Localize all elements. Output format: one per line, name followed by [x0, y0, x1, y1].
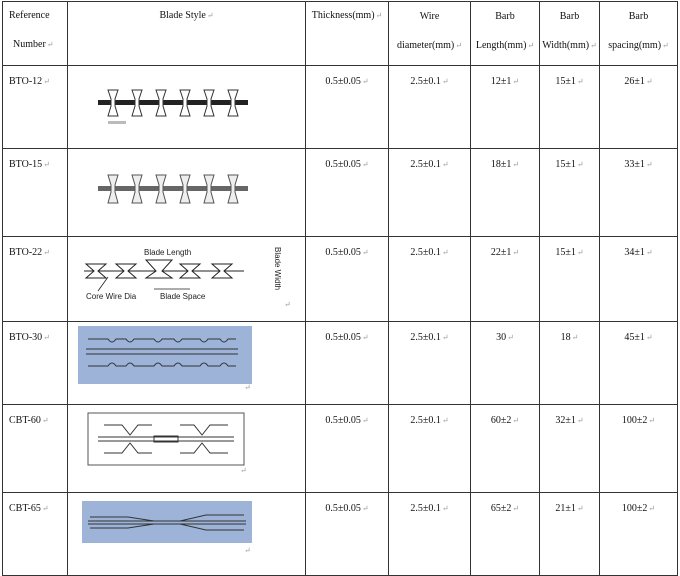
spacing-cell — [600, 405, 678, 493]
spacing-value: 33±1 — [624, 159, 645, 170]
width-cell — [540, 405, 600, 493]
header-barb-spacing-line2: spacing(mm) — [608, 40, 662, 51]
blade-image-cbt60 — [68, 405, 306, 482]
blade-style-cell — [68, 66, 306, 149]
spacing-value: 100±2 — [621, 503, 648, 514]
paragraph-mark: ↵ — [645, 248, 653, 257]
blade-style-cell — [68, 237, 306, 322]
length-cell — [471, 149, 540, 237]
wire-cell — [389, 149, 471, 237]
width-value: 32±1 — [555, 415, 576, 426]
header-barb-width-line2: Width(mm) — [542, 40, 590, 51]
width-cell — [540, 493, 600, 576]
svg-text:↵: ↵ — [244, 546, 251, 555]
length-cell — [471, 237, 540, 322]
reference-cell — [3, 322, 68, 405]
paragraph-mark: ↵ — [43, 77, 50, 86]
header-thickness — [306, 2, 389, 66]
spec-table — [2, 1, 678, 576]
reference-number: BTO-30 — [9, 332, 43, 343]
paragraph-mark: ↵ — [648, 504, 656, 513]
paragraph-mark: ↵ — [645, 333, 653, 342]
svg-text:↵: ↵ — [244, 383, 251, 392]
paragraph-mark: ↵ — [41, 416, 49, 425]
reference-cell — [3, 405, 68, 493]
paragraph-mark: ↵ — [43, 333, 50, 342]
paragraph-mark: ↵ — [375, 11, 383, 20]
length-value: 18±1 — [490, 159, 512, 170]
paragraph-mark: ↵ — [455, 41, 462, 50]
reference-cell — [3, 493, 68, 576]
paragraph-mark: ↵ — [441, 160, 449, 169]
paragraph-mark: ↵ — [441, 333, 449, 342]
thickness-value: 0.5±0.05 — [325, 247, 361, 258]
wire-cell — [389, 493, 471, 576]
blade-width-label: Blade Width — [273, 247, 282, 291]
paragraph-mark: ↵ — [441, 248, 449, 257]
width-value: 18 — [560, 332, 571, 343]
blade-diagram-bto22 — [68, 237, 306, 311]
length-value: 30 — [496, 332, 507, 343]
table-row — [3, 237, 678, 322]
reference-number: CBT-65 — [9, 503, 41, 514]
blade-image-bto30 — [68, 322, 306, 394]
reference-number: CBT-60 — [9, 415, 41, 426]
width-cell — [540, 149, 600, 237]
wire-cell — [389, 237, 471, 322]
header-barb-width-line1: Barb — [559, 11, 580, 22]
width-value: 15±1 — [555, 159, 576, 170]
table-row — [3, 149, 678, 237]
length-value: 65±2 — [490, 503, 512, 514]
thickness-cell — [306, 322, 389, 405]
paragraph-mark: ↵ — [512, 160, 520, 169]
svg-text:↵: ↵ — [284, 300, 291, 309]
thickness-value: 0.5±0.05 — [325, 332, 361, 343]
reference-number: BTO-22 — [9, 247, 43, 258]
width-value: 15±1 — [555, 247, 576, 258]
paragraph-mark: ↵ — [576, 504, 584, 513]
reference-cell — [3, 66, 68, 149]
reference-cell — [3, 149, 68, 237]
thickness-cell — [306, 66, 389, 149]
paragraph-mark: ↵ — [43, 248, 50, 257]
header-barb-length-line1: Barb — [495, 11, 515, 22]
reference-cell — [3, 237, 68, 322]
paragraph-mark: ↵ — [441, 77, 449, 86]
thickness-value: 0.5±0.05 — [325, 415, 361, 426]
table-row — [3, 493, 678, 576]
wire-value: 2.5±0.1 — [410, 159, 441, 170]
paragraph-mark: ↵ — [361, 77, 369, 86]
spacing-cell — [600, 493, 678, 576]
thickness-cell — [306, 149, 389, 237]
paragraph-mark: ↵ — [576, 416, 584, 425]
length-cell — [471, 322, 540, 405]
paragraph-mark: ↵ — [361, 416, 369, 425]
header-wire-line2: diameter(mm) — [397, 40, 455, 51]
header-thickness-label: Thickness(mm) — [311, 10, 375, 21]
reference-number: BTO-15 — [9, 159, 43, 170]
header-barb-length-line2: Length(mm) — [475, 40, 527, 51]
length-cell — [471, 66, 540, 149]
width-value: 15±1 — [555, 76, 576, 87]
paragraph-mark: ↵ — [361, 160, 369, 169]
thickness-cell — [306, 493, 389, 576]
thickness-value: 0.5±0.05 — [325, 159, 361, 170]
blade-image-cbt65 — [68, 493, 306, 565]
paragraph-mark: ↵ — [590, 41, 597, 50]
blade-style-cell — [68, 405, 306, 493]
header-row — [3, 2, 678, 66]
length-cell — [471, 405, 540, 493]
length-value: 22±1 — [490, 247, 512, 258]
wire-value: 2.5±0.1 — [410, 247, 441, 258]
header-blade-style — [68, 2, 306, 66]
header-ref-line2: Number — [13, 39, 46, 50]
header-wire-diameter — [389, 2, 471, 66]
wire-value: 2.5±0.1 — [410, 503, 441, 514]
paragraph-mark: ↵ — [512, 248, 520, 257]
core-wire-dia-label: Core Wire Dia — [86, 292, 137, 301]
header-barb-spacing — [600, 2, 678, 66]
blade-image-bto15 — [68, 149, 306, 226]
paragraph-mark: ↵ — [441, 416, 449, 425]
paragraph-mark: ↵ — [648, 416, 656, 425]
header-barb-length — [471, 2, 540, 66]
wire-value: 2.5±0.1 — [410, 332, 441, 343]
paragraph-mark: ↵ — [571, 333, 579, 342]
header-blade-style-label: Blade Style — [159, 10, 206, 21]
paragraph-mark: ↵ — [576, 77, 584, 86]
header-reference-number: Reference Number↵ — [3, 2, 68, 66]
width-cell — [540, 66, 600, 149]
table-row — [3, 66, 678, 149]
spacing-cell — [600, 237, 678, 322]
width-value: 21±1 — [555, 503, 576, 514]
table-row — [3, 405, 678, 493]
paragraph-mark: ↵ — [512, 416, 520, 425]
width-cell — [540, 237, 600, 322]
spacing-value: 45±1 — [624, 332, 645, 343]
header-barb-spacing-line1: Barb — [628, 11, 649, 22]
width-cell — [540, 322, 600, 405]
wire-cell — [389, 66, 471, 149]
thickness-cell — [306, 237, 389, 322]
blade-style-cell — [68, 493, 306, 576]
blade-style-cell — [68, 322, 306, 405]
wire-cell — [389, 405, 471, 493]
paragraph-mark: ↵ — [43, 160, 50, 169]
wire-cell — [389, 322, 471, 405]
blade-image-bto12 — [68, 66, 306, 138]
paragraph-mark: ↵ — [576, 160, 584, 169]
paragraph-mark: ↵ — [441, 504, 449, 513]
spacing-value: 100±2 — [621, 415, 648, 426]
table-row — [3, 322, 678, 405]
wire-value: 2.5±0.1 — [410, 76, 441, 87]
spacing-value: 26±1 — [624, 76, 645, 87]
paragraph-mark: ↵ — [512, 504, 520, 513]
paragraph-mark: ↵ — [576, 248, 584, 257]
thickness-cell — [306, 405, 389, 493]
spacing-cell — [600, 66, 678, 149]
paragraph-mark: ↵ — [361, 504, 369, 513]
paragraph-mark: ↵ — [645, 160, 653, 169]
thickness-value: 0.5±0.05 — [325, 503, 361, 514]
spacing-value: 34±1 — [624, 247, 645, 258]
spacing-cell — [600, 322, 678, 405]
wire-value: 2.5±0.1 — [410, 415, 441, 426]
paragraph-mark: ↵ — [361, 333, 369, 342]
blade-length-label: Blade Length — [144, 248, 192, 257]
paragraph-mark: ↵ — [527, 41, 535, 50]
spacing-cell — [600, 149, 678, 237]
header-wire-line1: Wire — [419, 11, 440, 22]
paragraph-mark: ↵ — [361, 248, 369, 257]
length-cell — [471, 493, 540, 576]
paragraph-mark: ↵ — [645, 77, 653, 86]
thickness-value: 0.5±0.05 — [325, 76, 361, 87]
paragraph-mark: ↵ — [512, 77, 520, 86]
paragraph-mark: ↵ — [507, 333, 514, 342]
blade-style-cell — [68, 149, 306, 237]
paragraph-mark: ↵ — [46, 40, 54, 49]
blade-space-label: Blade Space — [160, 292, 206, 301]
length-value: 12±1 — [490, 76, 512, 87]
reference-number: BTO-12 — [9, 76, 43, 87]
paragraph-mark: ↵ — [206, 11, 214, 20]
header-barb-width — [540, 2, 600, 66]
length-value: 60±2 — [490, 415, 512, 426]
paragraph-mark: ↵ — [41, 504, 49, 513]
svg-text:↵: ↵ — [240, 466, 247, 475]
paragraph-mark: ↵ — [662, 41, 669, 50]
